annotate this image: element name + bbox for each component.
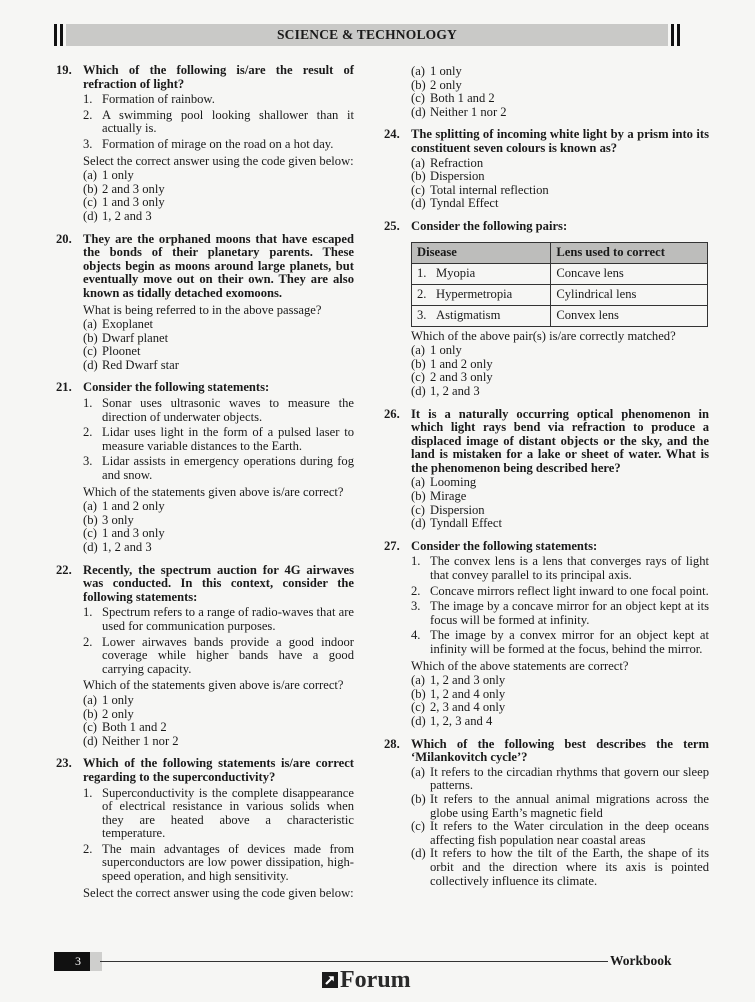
option-c: (c) Total internal reflection: [411, 182, 549, 197]
option-a: (a) 1 only: [411, 343, 462, 358]
question-27: [384, 540, 709, 729]
option-d: (d) Tyndall Effect: [411, 516, 502, 531]
lens-cell: Convex lens: [551, 305, 708, 326]
statement: 1. Formation of rainbow.: [83, 92, 215, 107]
option-list: [411, 766, 709, 888]
option-b: (b) Dispersion: [411, 169, 485, 184]
statement: 1. Superconductivity is the complete disappearance of electrical resistance in various solids when they are heated above a characteristic temperature.: [83, 785, 354, 841]
header-left-bars: [54, 24, 63, 46]
left-column: [56, 64, 354, 909]
lens-cell: Concave lens: [551, 263, 708, 284]
statement: 2. Lidar uses light in the form of a pulsed laser to measure variable distances to the Earth.: [83, 425, 354, 453]
disease-cell: 2. Hypermetropia: [412, 284, 551, 305]
option-a: (a) Exoplanet: [83, 317, 154, 332]
option-b: (b) 2 and 3 only: [83, 181, 165, 196]
logo-text: Forum: [340, 967, 411, 993]
question-stem: Consider the following statements:: [411, 538, 598, 553]
question-number: 19.: [56, 63, 72, 77]
question-prompt: Which of the statements given above is/are correct?: [83, 678, 344, 693]
lens-cell: Cylindrical lens: [551, 284, 708, 305]
statement-list: [83, 606, 354, 676]
question-prompt: Select the correct answer using the code given below:: [83, 885, 354, 900]
question-stem: Which of the following best describes the term ‘Milankovitch cycle’?: [411, 736, 709, 765]
option-d: (d) 1, 2 and 3: [411, 383, 480, 398]
option-b: (b) 2 only: [83, 706, 134, 721]
statement: 4. The image by a convex mirror for an object kept at infinity will be formed at the focus, behind the mirror.: [411, 628, 709, 656]
statement: 1. Spectrum refers to a range of radio-waves that are used for communication purposes.: [83, 605, 354, 633]
table-row: [412, 305, 708, 326]
option-d: (d) It refers to how the tilt of the Earth, the shape of its orbit and the direction where its axis is pointed collectively influence its climate.: [411, 846, 709, 888]
option-a: (a) 1 only: [411, 64, 462, 78]
option-b: (b) 3 only: [83, 512, 134, 527]
question-stem: The splitting of incoming white light by a prism into its constituent seven colours is known as?: [411, 127, 709, 155]
option-a: (a) 1 and 2 only: [83, 499, 165, 514]
question-stem: Which of the following is/are the result of refraction of light?: [83, 63, 354, 91]
question-number: 28.: [384, 736, 400, 751]
statement: 2. Concave mirrors reflect light inward to one focal point.: [411, 583, 709, 598]
question-19: [56, 64, 354, 224]
section-header: [54, 24, 680, 46]
question-prompt: What is being referred to in the above passage?: [83, 302, 322, 317]
statement: 2. Lower airwaves bands provide a good indoor coverage while higher bands have a good carrying capacity.: [83, 634, 354, 676]
page-number: 3: [75, 954, 81, 968]
option-d: (d) Neither 1 nor 2: [83, 733, 179, 748]
option-c: (c) Both 1 and 2: [411, 91, 495, 106]
question-stem: Which of the following statements is/are correct regarding to the superconductivity?: [83, 756, 354, 784]
option-b: (b) It refers to the annual animal migrations across the globe using Earth’s magnetic field: [411, 791, 709, 820]
statement-list: [83, 93, 354, 151]
statement-list: [83, 397, 354, 483]
question-23: [56, 757, 354, 900]
option-d: (d) 1, 2 and 3: [83, 540, 152, 554]
question-prompt: Which of the statements given above is/are correct?: [83, 484, 344, 499]
statement: 3. The image by a concave mirror for an object kept at its focus will be formed at infinity.: [411, 599, 709, 627]
question-24: [384, 128, 709, 211]
statement: 3. Formation of mirage on the road on a hot day.: [83, 136, 334, 151]
option-c: (c) Ploonet: [83, 344, 141, 359]
option-d: (d) Red Dwarf star: [83, 357, 179, 372]
question-20: [56, 233, 354, 373]
question-stem: They are the orphaned moons that have escaped the bonds of their planetary parents. These objects begin as moons around large planets, but eventually move out on their own. They are also known as tidally detached exomoons.: [83, 231, 354, 300]
option-list: [83, 318, 354, 372]
question-prompt: Which of the above pair(s) is/are correctly matched?: [411, 328, 676, 343]
question-stem: It is a naturally occurring optical phenomenon in which light rays bend via refraction to produce a displaced image of distant objects or the sky, and the land is mistaken for a lake or sheet of water. What is the phenomenon being described here?: [411, 406, 709, 475]
question-25: [384, 220, 709, 399]
forum-logo: [322, 968, 411, 992]
option-list: [83, 694, 354, 748]
option-a: (a) Looming: [411, 475, 477, 490]
column-header-disease: Disease: [412, 242, 551, 263]
option-list: [411, 476, 709, 530]
option-d: (d) Neither 1 nor 2: [411, 104, 507, 119]
option-b: (b) 1, 2 and 4 only: [411, 686, 506, 701]
option-list: [411, 674, 709, 728]
option-a: (a) It refers to the circadian rhythms that govern our sleep patterns.: [411, 764, 709, 793]
option-list: [83, 169, 354, 223]
question-23-options-continued: [384, 65, 709, 119]
question-stem: Recently, the spectrum auction for 4G airwaves was conducted. In this context, consider the following statements:: [83, 562, 354, 604]
section-title: SCIENCE & TECHNOLOGY: [276, 27, 458, 42]
statement: 1. Sonar uses ultrasonic waves to measure the direction of underwater objects.: [83, 396, 354, 424]
option-list: [411, 157, 709, 211]
disease-cell: 1. Myopia: [412, 263, 551, 284]
option-list: [411, 344, 709, 398]
question-number: 22.: [56, 562, 72, 577]
option-list: [411, 65, 709, 119]
header-band: [66, 24, 668, 46]
right-column: [384, 64, 709, 897]
option-b: (b) 1 and 2 only: [411, 356, 493, 371]
option-a: (a) Refraction: [411, 155, 484, 170]
question-number: 27.: [384, 538, 400, 553]
statement: 3. Lidar assists in emergency operations during fog and snow.: [83, 454, 354, 483]
question-number: 25.: [384, 218, 400, 233]
option-c: (c) 1 and 3 only: [83, 526, 165, 541]
option-a: (a) 1, 2 and 3 only: [411, 673, 506, 688]
question-prompt: Which of the above statements are correct?: [411, 658, 629, 673]
statement: 2. A swimming pool looking shallower than it actually is.: [83, 107, 354, 136]
statement-list: [411, 555, 709, 656]
option-c: (c) It refers to the Water circulation in the deep oceans affecting fish population near coastal areas: [411, 819, 709, 847]
option-a: (a) 1 only: [83, 168, 134, 183]
table-row: [412, 284, 708, 305]
option-d: (d) Tyndal Effect: [411, 196, 499, 211]
statement: 2. The main advantages of devices made from superconductors are low power dissipation, high-speed operation, and high sensitivity.: [83, 841, 354, 884]
arrow-up-right-icon: [322, 972, 338, 988]
column-header-lens: Lens used to correct: [551, 242, 708, 263]
option-c: (c) 1 and 3 only: [83, 195, 165, 210]
option-list: [83, 500, 354, 554]
footer-label: Workbook: [610, 953, 672, 968]
question-number: 24.: [384, 127, 400, 142]
question-number: 21.: [56, 380, 72, 395]
question-21: [56, 381, 354, 554]
footer-rule: [100, 961, 608, 962]
question-stem: Consider the following statements:: [83, 380, 270, 395]
option-c: (c) Dispersion: [411, 502, 485, 517]
option-d: (d) 1, 2 and 3: [83, 208, 152, 223]
table-row: [412, 263, 708, 284]
option-c: (c) 2 and 3 only: [411, 370, 493, 385]
question-26: [384, 408, 709, 531]
option-c: (c) 2, 3 and 4 only: [411, 700, 506, 715]
option-b: (b) Dwarf planet: [83, 330, 169, 345]
option-a: (a) 1 only: [83, 692, 134, 707]
question-stem: Consider the following pairs:: [411, 218, 568, 233]
table-header-row: [412, 242, 708, 263]
option-c: (c) Both 1 and 2: [83, 720, 167, 735]
statement: 1. The convex lens is a lens that converges rays of light that convey parallel to its principal axis.: [411, 554, 709, 583]
question-22: [56, 564, 354, 749]
question-prompt: Select the correct answer using the code given below:: [83, 153, 354, 168]
disease-cell: 3. Astigmatism: [412, 305, 551, 326]
question-number: 26.: [384, 406, 400, 421]
question-28: [384, 738, 709, 889]
page-number-tab: [54, 952, 90, 971]
pairs-table: [411, 242, 708, 327]
question-number: 23.: [56, 756, 72, 771]
option-d: (d) 1, 2, 3 and 4: [411, 713, 493, 728]
statement-list: [83, 787, 354, 884]
option-b: (b) Mirage: [411, 489, 467, 504]
question-number: 20.: [56, 231, 72, 246]
option-b: (b) 2 only: [411, 77, 462, 92]
header-right-bars: [671, 24, 680, 46]
